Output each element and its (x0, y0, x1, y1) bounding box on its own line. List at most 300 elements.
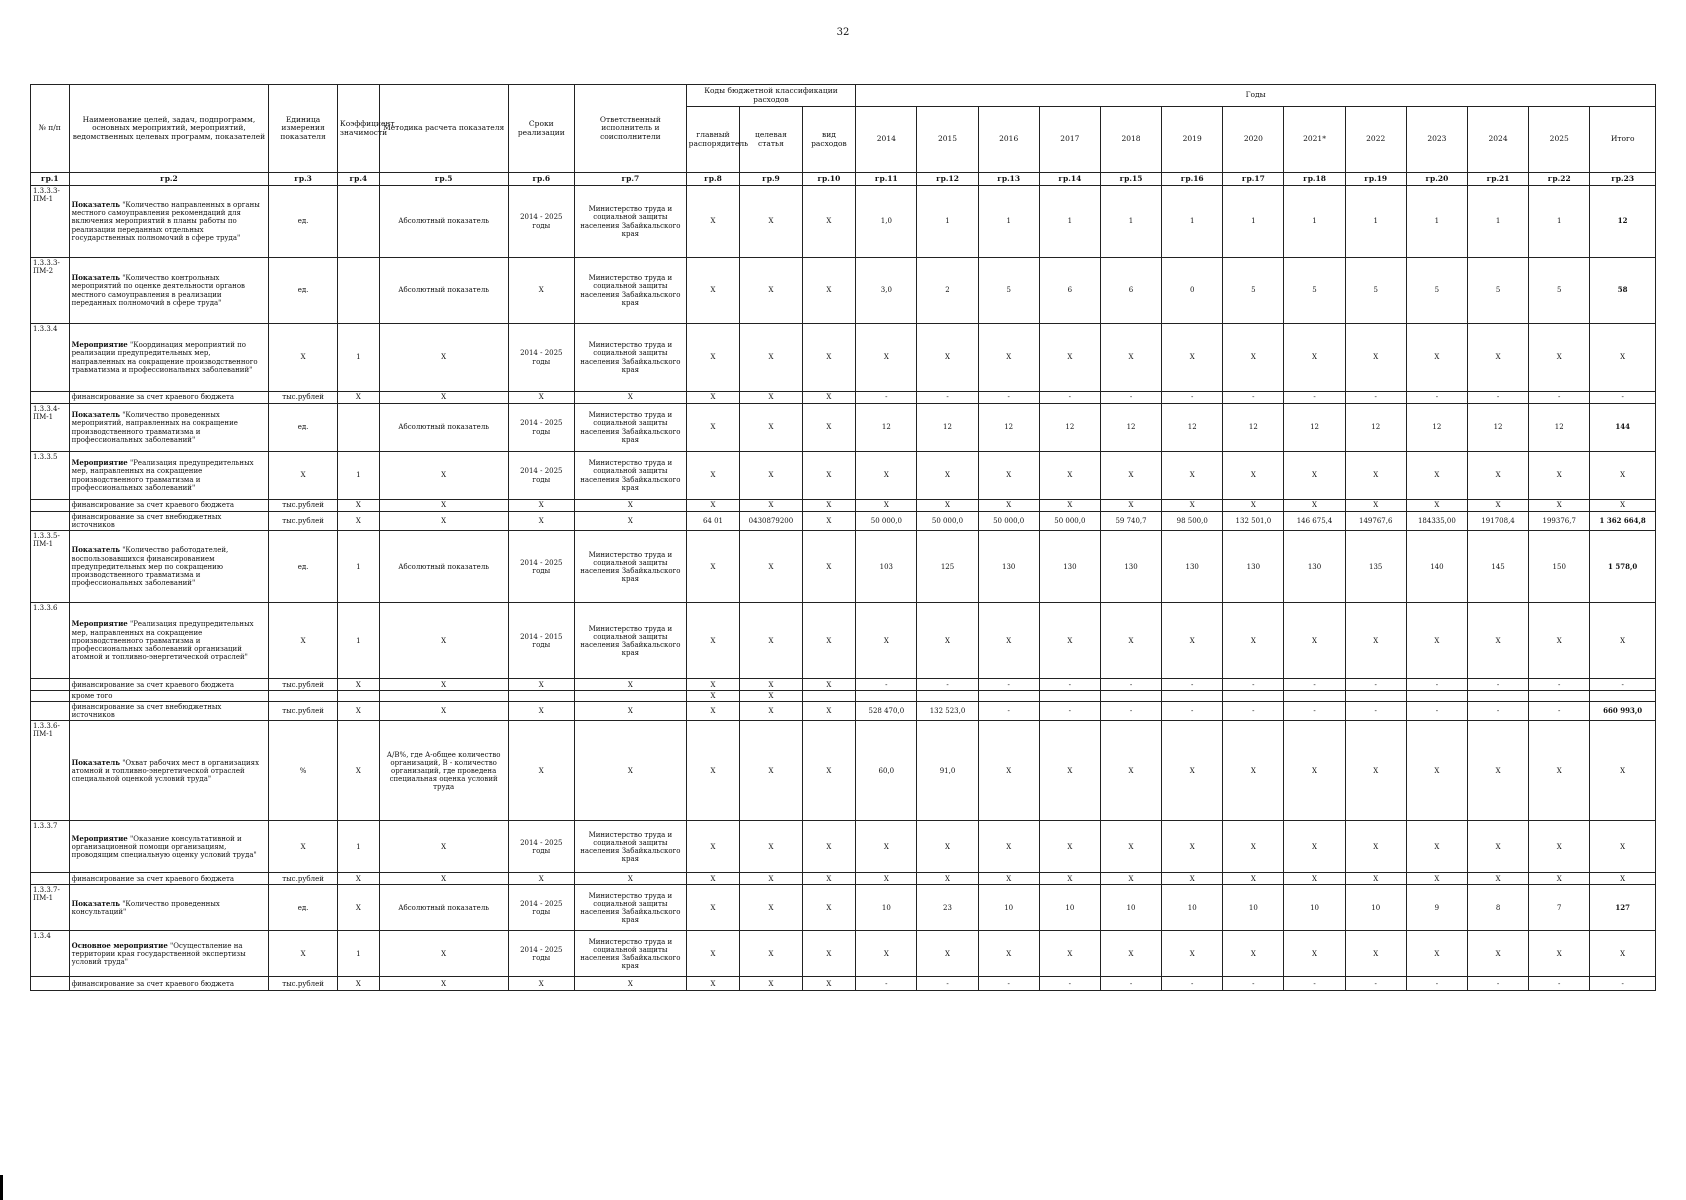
table-cell: X (740, 500, 802, 512)
table-cell: X (686, 721, 740, 821)
table-cell: 3,0 (856, 258, 917, 324)
table-cell: 12 (1284, 404, 1345, 452)
table-cell: X (379, 452, 508, 500)
table-cell: 2014 - 2025 годы (508, 324, 575, 392)
table-cell: 12 (1529, 404, 1590, 452)
table-cell: X (575, 873, 687, 885)
table-cell: тыс.рублей (269, 873, 338, 885)
table-cell: X (1406, 324, 1467, 392)
table-cell: X (1284, 603, 1345, 679)
table-row (31, 873, 1656, 885)
table-cell: X (1223, 603, 1284, 679)
table-cell: - (1467, 679, 1528, 691)
table-row (31, 977, 1656, 991)
column-number: гр.1 (31, 173, 70, 186)
table-cell: 12 (1162, 404, 1223, 452)
table-cell: - (1345, 702, 1406, 721)
table-cell: - (1284, 679, 1345, 691)
table-cell: X (1100, 452, 1161, 500)
table-cell: 2014 - 2025 годы (508, 404, 575, 452)
table-cell: X (1223, 821, 1284, 873)
column-number: гр.13 (978, 173, 1039, 186)
table-cell: X (337, 885, 379, 931)
table-cell (802, 691, 856, 702)
table-cell: X (1039, 603, 1100, 679)
table-cell: X (1529, 873, 1590, 885)
table-cell: X (575, 679, 687, 691)
column-number: гр.6 (508, 173, 575, 186)
table-cell: 1 (1039, 186, 1100, 258)
table-row (31, 531, 1656, 603)
row-type-label: Основное мероприятие (71, 940, 168, 950)
table-cell: X (337, 500, 379, 512)
table-cell: - (1467, 702, 1528, 721)
table-cell: X (1100, 500, 1161, 512)
row-number: 1.3.4 (31, 931, 70, 977)
table-cell: 5 (978, 258, 1039, 324)
table-cell: - (1284, 392, 1345, 404)
row-type-label: Мероприятие (71, 833, 128, 843)
table-cell: 91,0 (917, 721, 978, 821)
page-number: 32 (836, 27, 850, 38)
row-type-label: Мероприятие (71, 340, 128, 350)
table-cell: X (740, 603, 802, 679)
table-row (31, 452, 1656, 500)
table-cell: тыс.рублей (269, 702, 338, 721)
table-cell: X (1590, 931, 1656, 977)
table-cell: X (1406, 931, 1467, 977)
table-cell: - (1529, 702, 1590, 721)
table-cell: Министерство труда и социальной защиты населения Забайкальского края (575, 186, 687, 258)
table-cell: X (1284, 931, 1345, 977)
table-cell: X (740, 324, 802, 392)
table-cell: 132 501,0 (1223, 512, 1284, 531)
table-cell: X (1162, 721, 1223, 821)
row-name-text: "Охват рабочих мест в организациях атомной и топливно-энергетической отраслей специальной оценкой условий труда" (71, 758, 260, 783)
table-cell: - (1467, 977, 1528, 991)
table-cell: X (740, 821, 802, 873)
table-cell: тыс.рублей (269, 512, 338, 531)
table-cell: 50 000,0 (917, 512, 978, 531)
row-name-text: финансирование за счет краевого бюджета (71, 680, 235, 689)
table-cell: X (740, 885, 802, 931)
table-cell: - (1162, 702, 1223, 721)
table-cell: Абсолютный показатель (379, 186, 508, 258)
table-cell: X (802, 531, 856, 603)
table-cell: X (379, 324, 508, 392)
table-cell: X (686, 702, 740, 721)
row-name-text: финансирование за счет внебюджетных источников (71, 513, 222, 530)
table-cell: - (917, 679, 978, 691)
table-cell: 2 (917, 258, 978, 324)
table-cell: 132 523,0 (917, 702, 978, 721)
row-name (69, 702, 269, 721)
table-cell: X (740, 452, 802, 500)
column-number: гр.9 (740, 173, 802, 186)
table-cell: 184335,00 (1406, 512, 1467, 531)
table-cell: X (978, 821, 1039, 873)
table-cell: 64 01 (686, 512, 740, 531)
table-cell: 1 (337, 324, 379, 392)
table-cell: X (1590, 873, 1656, 885)
row-name (69, 452, 269, 500)
row-number (31, 679, 70, 691)
table-cell: Министерство труда и социальной защиты населения Забайкальского края (575, 885, 687, 931)
row-type-label: Показатель (71, 200, 120, 210)
table-cell: X (1406, 721, 1467, 821)
row-number: 1.3.3.5-ПМ-1 (31, 531, 70, 603)
table-cell: X (740, 931, 802, 977)
table-cell: - (978, 392, 1039, 404)
row-name-text: финансирование за счет краевого бюджета (71, 874, 235, 883)
table-cell: X (686, 404, 740, 452)
table-cell: 5 (1345, 258, 1406, 324)
table-cell: 1 (1345, 186, 1406, 258)
table-cell: X (1406, 500, 1467, 512)
header-year: 2019 (1162, 107, 1223, 173)
table-cell: 1 (337, 931, 379, 977)
table-cell: X (802, 885, 856, 931)
table-cell: X (1223, 452, 1284, 500)
table-cell: X (1590, 721, 1656, 821)
table-cell: 10 (1039, 885, 1100, 931)
row-number: 1.3.3.5 (31, 452, 70, 500)
table-cell: X (1039, 452, 1100, 500)
table-cell: X (1039, 324, 1100, 392)
table-cell: X (1590, 500, 1656, 512)
row-number: 1.3.3.4-ПМ-1 (31, 404, 70, 452)
table-cell: X (802, 324, 856, 392)
table-cell (1590, 691, 1656, 702)
table-cell: 5 (1529, 258, 1590, 324)
table-cell: X (978, 500, 1039, 512)
table-cell: X (1223, 931, 1284, 977)
table-cell: - (1529, 392, 1590, 404)
row-number: 1.3.3.4 (31, 324, 70, 392)
table-cell: 12 (1039, 404, 1100, 452)
table-row (31, 679, 1656, 691)
table-cell (575, 691, 687, 702)
row-number: 1.3.3.3-ПМ-2 (31, 258, 70, 324)
header-name: Наименование целей, задач, подпрограмм, основных мероприятий, мероприятий, ведомственных целевых программ, показателей (69, 85, 269, 173)
table-cell: 660 993,0 (1590, 702, 1656, 721)
table-row (31, 821, 1656, 873)
header-year: 2020 (1223, 107, 1284, 173)
header-year: 2014 (856, 107, 917, 173)
table-cell: X (269, 821, 338, 873)
table-cell (379, 691, 508, 702)
table-cell: X (379, 821, 508, 873)
table-cell (337, 404, 379, 452)
table-cell: Министерство труда и социальной защиты населения Забайкальского края (575, 603, 687, 679)
row-name (69, 531, 269, 603)
row-number (31, 977, 70, 991)
table-cell: 1,0 (856, 186, 917, 258)
row-type-label: Показатель (71, 757, 120, 767)
header-unit: Единица измерения показателя (269, 85, 338, 173)
header-total: Итого (1590, 107, 1656, 173)
header-coefficient: Коэффициент значимости (337, 85, 379, 173)
table-cell: - (1406, 977, 1467, 991)
table-cell: X (686, 679, 740, 691)
table-cell: X (1100, 873, 1161, 885)
row-number (31, 702, 70, 721)
table-cell: 98 500,0 (1162, 512, 1223, 531)
row-name (69, 873, 269, 885)
table-cell: X (269, 931, 338, 977)
table-row (31, 500, 1656, 512)
table-cell: ед. (269, 885, 338, 931)
row-name (69, 885, 269, 931)
table-cell: X (1467, 324, 1528, 392)
header-year: 2015 (917, 107, 978, 173)
table-cell: 9 (1406, 885, 1467, 931)
table-cell: 130 (1162, 531, 1223, 603)
table-row (31, 404, 1656, 452)
table-cell: X (686, 885, 740, 931)
table-cell: - (978, 679, 1039, 691)
table-cell: X (856, 931, 917, 977)
row-name-text: "Реализация предупредительных мер, направленных на сокращение производственного травматизма и профессиональных заболеваний организаций атомной и топливно-энергетической отраслей" (71, 620, 254, 661)
table-cell: X (269, 603, 338, 679)
table-cell: X (856, 452, 917, 500)
table-cell: - (1590, 392, 1656, 404)
table-cell: X (802, 603, 856, 679)
table-cell: 12 (1345, 404, 1406, 452)
table-cell: 10 (1223, 885, 1284, 931)
table-cell: X (740, 531, 802, 603)
table-cell: 12 (1406, 404, 1467, 452)
row-number: 1.3.3.3-ПМ-1 (31, 186, 70, 258)
table-cell: - (1100, 679, 1161, 691)
row-number: 1.3.3.7-ПМ-1 (31, 885, 70, 931)
table-cell: X (686, 324, 740, 392)
table-cell: X (1467, 721, 1528, 821)
table-cell: X (575, 721, 687, 821)
table-cell: 10 (856, 885, 917, 931)
table-cell: X (740, 186, 802, 258)
table-cell: - (1590, 679, 1656, 691)
table-row (31, 186, 1656, 258)
table-cell: X (575, 500, 687, 512)
table-cell: X (1100, 721, 1161, 821)
table-cell: X (1345, 452, 1406, 500)
table-cell: X (508, 512, 575, 531)
table-cell: тыс.рублей (269, 679, 338, 691)
row-name-text: кроме того (71, 692, 113, 701)
table-cell: X (1223, 500, 1284, 512)
table-cell: X (1406, 452, 1467, 500)
row-number (31, 512, 70, 531)
table-cell: - (1162, 977, 1223, 991)
table-cell: X (1039, 931, 1100, 977)
table-cell: - (917, 392, 978, 404)
table-cell: - (1529, 977, 1590, 991)
table-cell: X (802, 931, 856, 977)
table-cell: X (802, 512, 856, 531)
row-type-label: Показатель (71, 410, 120, 420)
column-number: гр.11 (856, 173, 917, 186)
table-cell: - (1162, 679, 1223, 691)
table-cell: 7 (1529, 885, 1590, 931)
table-cell: 1 (1100, 186, 1161, 258)
table-cell: 1 (1162, 186, 1223, 258)
table-cell: 12 (1223, 404, 1284, 452)
table-cell: X (1345, 931, 1406, 977)
row-type-label: Показатель (71, 898, 120, 908)
table-cell: 1 (337, 821, 379, 873)
table-cell: X (978, 873, 1039, 885)
table-cell: 2014 - 2025 годы (508, 531, 575, 603)
table-cell: - (1100, 702, 1161, 721)
table-cell: ед. (269, 531, 338, 603)
table-cell: % (269, 721, 338, 821)
table-cell (978, 691, 1039, 702)
table-cell: 50 000,0 (856, 512, 917, 531)
header-kbk-main: главный распорядитель (686, 107, 740, 173)
table-cell (1162, 691, 1223, 702)
table-cell: 10 (1284, 885, 1345, 931)
table-cell: X (1039, 500, 1100, 512)
table-cell: X (917, 452, 978, 500)
column-number: гр.7 (575, 173, 687, 186)
table-cell: тыс.рублей (269, 500, 338, 512)
table-cell: - (1345, 392, 1406, 404)
table-cell (917, 691, 978, 702)
table-cell: X (802, 452, 856, 500)
header-executor: Ответственный исполнитель и соисполнители (575, 85, 687, 173)
table-cell: X (508, 873, 575, 885)
column-number: гр.20 (1406, 173, 1467, 186)
table-cell: X (802, 821, 856, 873)
table-cell: X (740, 873, 802, 885)
table-cell: X (1100, 324, 1161, 392)
table-cell (1529, 691, 1590, 702)
table-cell: X (1529, 821, 1590, 873)
row-name-text: "Осуществление на территории края государственной экспертизы условий труда" (71, 941, 246, 966)
table-cell: X (1345, 500, 1406, 512)
table-cell: X (508, 392, 575, 404)
column-number: гр.10 (802, 173, 856, 186)
column-number: гр.19 (1345, 173, 1406, 186)
table-row (31, 603, 1656, 679)
table-cell: X (856, 873, 917, 885)
table-cell: X (1406, 821, 1467, 873)
table-cell: А/В%, где А-общее количество организаций, В - количество организаций, где проведена специальная оценка условий труда (379, 721, 508, 821)
table-cell: 2014 - 2025 годы (508, 885, 575, 931)
table-cell: - (856, 392, 917, 404)
header-year: 2022 (1345, 107, 1406, 173)
table-cell: - (1345, 977, 1406, 991)
table-cell: X (1162, 324, 1223, 392)
header-year: 2023 (1406, 107, 1467, 173)
table-cell: X (740, 702, 802, 721)
table-cell: X (1467, 452, 1528, 500)
table-cell: X (508, 721, 575, 821)
table-cell: 12 (1100, 404, 1161, 452)
table-cell: X (337, 679, 379, 691)
table-cell: 5 (1223, 258, 1284, 324)
table-cell: 60,0 (856, 721, 917, 821)
column-number: гр.4 (337, 173, 379, 186)
table-cell: X (1467, 821, 1528, 873)
table-cell: 150 (1529, 531, 1590, 603)
table-cell: X (575, 977, 687, 991)
table-cell: X (1345, 821, 1406, 873)
table-cell: X (740, 721, 802, 821)
table-cell: 2014 - 2025 годы (508, 931, 575, 977)
table-cell: X (379, 512, 508, 531)
table-cell: X (1162, 452, 1223, 500)
table-row (31, 702, 1656, 721)
table-cell: X (1162, 931, 1223, 977)
table-cell (1039, 691, 1100, 702)
table-cell: X (1100, 603, 1161, 679)
row-number (31, 392, 70, 404)
table-cell: - (856, 977, 917, 991)
table-cell (337, 186, 379, 258)
table-cell: X (379, 679, 508, 691)
table-cell: - (1039, 392, 1100, 404)
row-name (69, 977, 269, 991)
table-cell: 5 (1467, 258, 1528, 324)
table-cell: X (1590, 603, 1656, 679)
table-cell: X (508, 977, 575, 991)
table-cell: X (686, 500, 740, 512)
program-indicators-table (30, 84, 1656, 991)
table-cell: 1 (978, 186, 1039, 258)
table-cell: X (917, 603, 978, 679)
table-cell: X (856, 821, 917, 873)
table-cell: X (508, 702, 575, 721)
table-row (31, 691, 1656, 702)
table-cell: 1 (1284, 186, 1345, 258)
row-number (31, 500, 70, 512)
table-cell: Абсолютный показатель (379, 404, 508, 452)
table-cell: - (978, 702, 1039, 721)
table-cell: - (1223, 392, 1284, 404)
table-cell: 5 (1406, 258, 1467, 324)
table-cell: X (1162, 873, 1223, 885)
row-name-text: "Координация мероприятий по реализации предупредительных мер, направленных на сокращение производственного травматизма и профессиональных заболеваний" (71, 341, 258, 374)
column-number: гр.15 (1100, 173, 1161, 186)
table-cell: X (740, 691, 802, 702)
table-cell: X (337, 512, 379, 531)
table-cell: - (1284, 702, 1345, 721)
table-cell: X (1467, 873, 1528, 885)
table-cell: X (379, 873, 508, 885)
table-cell: - (1345, 679, 1406, 691)
table-cell: - (1100, 392, 1161, 404)
table-cell: тыс.рублей (269, 977, 338, 991)
table-cell: X (686, 452, 740, 500)
table-cell: 140 (1406, 531, 1467, 603)
row-name-text: финансирование за счет краевого бюджета (71, 979, 235, 988)
table-row (31, 885, 1656, 931)
table-cell: X (1223, 873, 1284, 885)
column-number-row (31, 173, 1656, 186)
table-cell: - (1039, 679, 1100, 691)
table-cell: X (1345, 324, 1406, 392)
table-cell: 130 (978, 531, 1039, 603)
table-cell: X (1590, 452, 1656, 500)
table-cell: X (337, 977, 379, 991)
row-name (69, 691, 269, 702)
table-cell: X (1406, 873, 1467, 885)
table-cell: 10 (978, 885, 1039, 931)
table-cell: - (1467, 392, 1528, 404)
table-cell: X (856, 603, 917, 679)
